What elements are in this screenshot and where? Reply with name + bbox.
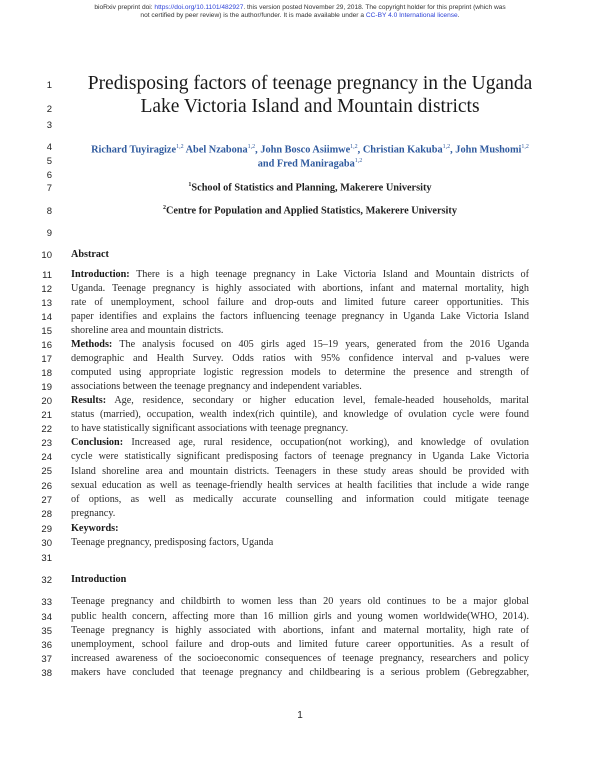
line-number: 24: [41, 452, 52, 463]
line-number: 30: [41, 538, 52, 549]
abstract-heading: Abstract: [71, 249, 109, 260]
line-number: 16: [41, 340, 52, 351]
abstract-intro-line: paper identifies and explains the factors influencing teenage pregnancy in Uganda Lake Victoria Island: [71, 311, 529, 322]
introduction-line: makers have concluded that teenage pregnancy and childbearing is a serious problem (Gebregzabher,: [71, 667, 529, 678]
affiliation-1: $^1$School of Statistics and Planning, Makerere University: [188, 182, 432, 194]
author-affiliation-sup: 1,2: [354, 158, 363, 164]
introduction-line: unemployment, school failure and drop-outs and limited future career opportunities. As a result of: [71, 639, 529, 650]
introduction-heading: Introduction: [71, 574, 127, 585]
line-number: 23: [41, 438, 52, 449]
line-number: 13: [41, 298, 52, 309]
line-number: 37: [41, 654, 52, 665]
introduction-line: public health concern, affecting more than 16 million girls and young women worldwide(WHO, 2014).: [71, 611, 529, 622]
author-affiliation-sup: 1,2: [247, 144, 256, 150]
abstract-results-line: to have statistically significant associations with teenage pregnancy.: [71, 423, 349, 434]
author-name: John Bosco Asiimwe: [260, 144, 351, 156]
affiliation-2: $^2$Centre for Population and Applied Statistics, Makerere University: [163, 205, 457, 217]
line-number: 28: [41, 509, 52, 520]
abstract-methods-line: computed using appropriate logistic regression models to determine the presence and strength of: [71, 367, 529, 378]
section-label: Results:: [71, 395, 107, 406]
abstract-intro-line: Uganda. Teenage pregnancy is highly associated with abortions, infant and maternal mortality, high: [71, 283, 529, 294]
section-label: Methods:: [71, 339, 113, 350]
line-number: 2: [46, 104, 52, 115]
abstract-conclusion-line: Island shoreline area and mountain districts. Teenagers in these study areas should be provided with: [71, 466, 529, 477]
introduction-line: Teenage pregnancy is highly associated with abortions, infant and maternal mortality, high rate of: [71, 625, 529, 636]
section-label: Introduction:: [71, 269, 130, 280]
abstract-conclusion-line: sexual education as well as teenage-friendly health services at health facilities that include a wide range: [71, 480, 529, 491]
banner-line-2: not certified by peer review) is the author/funder. It is made available under a CC-BY 4.0 International license.: [140, 12, 460, 20]
author-name: Richard Tuyiragize: [91, 144, 177, 156]
abstract-results-line: Results: Age, residence, secondary or higher education level, female-headed households, marital: [71, 395, 529, 406]
line-number: 33: [41, 597, 52, 608]
abstract-conclusion-line: cycle were statistically significant predisposing factors of teenage pregnancy in Uganda Lake Victoria: [71, 451, 529, 462]
author-affiliation-sup: 1,2: [350, 144, 358, 150]
line-number: 19: [41, 382, 52, 393]
keywords-label: Keywords:: [71, 523, 119, 534]
page-number: 1: [297, 710, 303, 721]
line-number: 7: [46, 183, 52, 194]
line-number: 26: [41, 481, 52, 492]
line-number: 32: [41, 575, 52, 586]
line-number: 27: [41, 495, 52, 506]
banner-line-1: bioRxiv preprint doi: https://doi.org/10.1101/482927. this version posted November 29, 2018. The copyright holder for this preprint (which was: [94, 4, 506, 11]
section-label: Conclusion:: [71, 437, 124, 448]
line-number: 35: [41, 626, 52, 637]
preprint-banner: [0, 4, 600, 21]
paper-title-line-2: Lake Victoria Island and Mountain districts: [140, 96, 480, 117]
author-name: Christian Kakuba: [362, 144, 443, 156]
author-name: and Fred Maniragaba: [257, 158, 355, 170]
paper-title-line-1: Predisposing factors of teenage pregnancy in the Uganda: [87, 73, 533, 94]
line-number: 8: [46, 206, 52, 217]
line-number: 1: [46, 80, 52, 91]
line-number: 15: [41, 326, 52, 337]
line-number: 3: [46, 120, 52, 131]
line-number: 12: [41, 284, 52, 295]
line-number: 11: [42, 270, 52, 281]
abstract-methods-line: Methods: The analysis focused on 405 girls aged 15–19 years, generated from the 2016 Uganda: [71, 339, 529, 350]
line-number: 20: [41, 396, 52, 407]
author-affiliation-sup: 1,2: [176, 144, 184, 150]
author-list: Richard Tuyiragize$^{1,2}$ Abel Nzabona$^{1,2}$, John Bosco Asiimwe$^{1,2}$, Christian Kakuba$^{1,2}$, John Mushomi$^{1,2}$: [91, 144, 529, 156]
line-number: 6: [46, 170, 52, 181]
abstract-methods-line: associations between the teenage pregnancy and independent variables.: [71, 381, 362, 392]
author-list-line-2: [60, 155, 560, 170]
line-number: 34: [41, 612, 52, 623]
introduction-line: increased awareness of the socioeconomic consequences of teenage pregnancy, researchers and policy: [71, 653, 529, 664]
line-number: 10: [41, 250, 52, 261]
line-number: 29: [41, 524, 52, 535]
line-number: 38: [41, 668, 52, 679]
line-number: 9: [46, 228, 52, 239]
introduction-line: Teenage pregnancy and childbirth to women less than 20 years old continues to be a major global: [71, 596, 529, 607]
abstract-methods-line: demographic and Health Survey. Odds ratios with 95% confidence interval and p-values were: [71, 353, 529, 364]
line-number: 22: [41, 424, 52, 435]
abstract-conclusion-line: Conclusion: Increased age, rural residence, occupation(not working), and knowledge of ovulation: [71, 437, 529, 448]
line-number: 14: [41, 312, 52, 323]
abstract-conclusion-line: of options, as well as medically accurate counselling and information could mitigate teenage: [71, 494, 529, 505]
doi-link[interactable]: https://doi.org/10.1101/482927: [154, 4, 244, 11]
line-number: 21: [41, 410, 52, 421]
keywords-value: Teenage pregnancy, predisposing factors, Uganda: [71, 537, 274, 548]
author-name: John Mushomi: [455, 144, 522, 156]
author-affiliation-sup: 1,2: [442, 144, 451, 150]
author-name: Abel Nzabona: [185, 144, 248, 156]
abstract-results-line: status (married), occupation, wealth index(rich quintile), and knowledge of ovulation cycle were found: [71, 409, 529, 420]
line-number: 17: [41, 354, 52, 365]
line-number: 18: [41, 368, 52, 379]
line-number: 31: [41, 553, 52, 564]
line-number: 25: [41, 466, 52, 477]
author-affiliation-sup: 1,2: [521, 144, 529, 150]
abstract-intro-line: shoreline area and mountain districts.: [71, 325, 224, 336]
line-number: 4: [46, 142, 52, 153]
line-number: 5: [46, 156, 52, 167]
line-number: 36: [41, 640, 52, 651]
abstract-conclusion-line: pregnancy.: [71, 508, 116, 519]
license-link[interactable]: CC-BY 4.0 International license: [365, 12, 458, 20]
abstract-intro-line: Introduction: There is a high teenage pregnancy in Lake Victoria Island and Mountain districts of: [71, 269, 529, 280]
abstract-intro-line: rate of unemployment, school failure and drop-outs and limited future career opportunities. This: [71, 297, 529, 308]
